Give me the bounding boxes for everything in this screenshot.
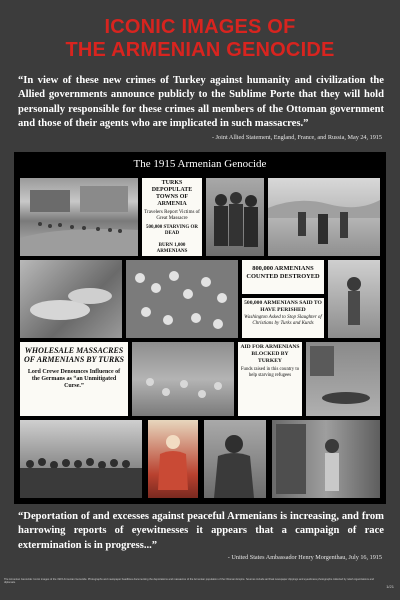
clipping-depopulate-sub: Travelers Report Victims of Great Massacre	[144, 210, 200, 221]
title-line-1: ICONIC IMAGES OF	[104, 16, 296, 38]
photo-skulls-graphic	[126, 260, 238, 338]
bottom-quote: “Deportation of and excesses against peaceful Armenians is increasing, and from harrowing reports of eyewitnesses it appears that a campaign of race extermination is in progress...”	[18, 511, 384, 551]
photo-remains-ground	[132, 342, 234, 416]
photo-skulls-field	[126, 260, 238, 338]
photo-officials-portrait	[206, 178, 264, 256]
photo-deportation-graphic	[20, 178, 138, 256]
page-code: 1/21	[386, 584, 394, 589]
photo-body-doorway-graphic	[306, 342, 380, 416]
panel-title: The 1915 Armenian Genocide	[133, 158, 267, 170]
title-line-2: THE ARMENIAN GENOCIDE	[65, 39, 335, 61]
clipping-perished-headline: 500,000 ARMENIANS SAID TO HAVE PERISHED	[244, 300, 322, 313]
clipping-perished-sub: Washington Asked to Stop Slaughter of Christians by Turks and Kurds	[244, 315, 322, 327]
clipping-depopulate-headline: TURKS DEPOPULATE TOWNS OF ARMENIA	[151, 180, 193, 207]
photo-children-graphic	[20, 260, 122, 338]
poster-title	[0, 16, 400, 62]
photo-refugees-walking	[268, 178, 380, 256]
clipping-counted-headline: 800,000 ARMENIANS COUNTED DESTROYED	[246, 265, 320, 280]
photo-remains-graphic	[132, 342, 234, 416]
photo-children-victims	[20, 260, 122, 338]
photo-starving-child	[328, 260, 380, 338]
clipping-depopulate-count: 500,000 STARVING OR DEAD	[145, 225, 199, 236]
photo-body-doorway	[306, 342, 380, 416]
clipping-turks-depopulate	[142, 178, 202, 256]
clipping-aid-blocked	[238, 342, 302, 416]
clipping-aid-sub: Funds raised in this country to help starving refugees	[240, 367, 300, 379]
photo-orphan-girl-graphic	[272, 420, 380, 498]
poster-relief-lithograph	[148, 420, 198, 498]
clipping-wholesale-massacres	[20, 342, 128, 416]
clipping-wholesale-headline: WHOLESALE MASSACRES OF ARMENIANS BY TURKS	[24, 346, 124, 365]
clipping-depopulate-burn: BURN 1,000 ARMENIANS	[156, 243, 188, 254]
photo-starving-child-graphic	[328, 260, 380, 338]
clipping-counted-destroyed	[242, 260, 324, 294]
photo-officials-graphic	[206, 178, 264, 256]
clipping-said-perished	[242, 298, 324, 338]
clipping-aid-headline: AID FOR ARMENIANS BLOCKED BY TURKEY	[240, 344, 300, 364]
photo-refugee-crowd	[20, 420, 142, 498]
top-quote-attribution: - Joint Allied Statement, England, France, and Russia, May 24, 1915	[212, 134, 382, 141]
photo-refugees-graphic	[268, 178, 380, 256]
top-quote: “In view of these new crimes of Turkey against humanity and civilization the Allied governments announce publicly to the Sublime Porte that they will hold personally responsible for these crimes all members of the Ottoman government and those of their agents who are implicated in such massacres.”	[18, 75, 384, 130]
photo-orphan-girl	[272, 420, 380, 498]
photo-mother-child-graphic	[204, 420, 266, 498]
photo-refugee-crowd-graphic	[20, 420, 142, 498]
relief-lithograph-graphic	[148, 420, 198, 498]
bottom-quote-attribution: - United States Ambassador Henry Morgenthau, July 16, 1915	[227, 554, 382, 561]
clipping-wholesale-sub: Lord Crewe Denounces Influence of the Germans as “an Unmitigated Curse.”	[27, 368, 121, 390]
footer-fine-print: The Armenian Genocide: Iconic images of the 1915 Armenian Genocide. Photographs and newspaper headlines documenting the deportations and massacres of the Armenian population of the Ottoman Empire. Sources include archival newspaper clippings and eyewitness photographs collected by relief organizations and diplomats.	[4, 578, 374, 585]
photo-mother-child	[204, 420, 266, 498]
image-panel	[14, 152, 386, 504]
photo-deportation-column	[20, 178, 138, 256]
